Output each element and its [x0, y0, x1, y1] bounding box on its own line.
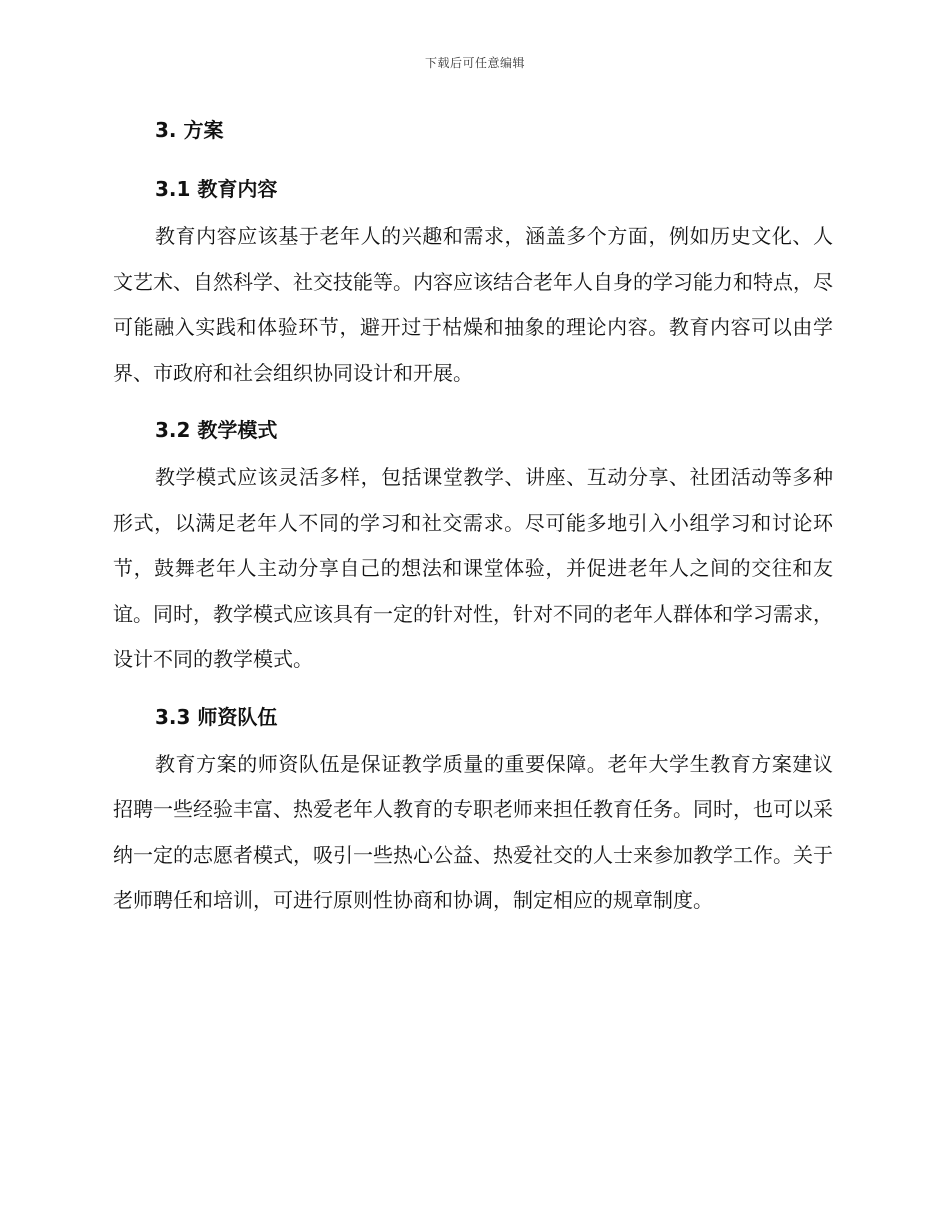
paragraph-teaching-mode: 教学模式应该灵活多样，包括课堂教学、讲座、互动分享、社团活动等多种形式，以满足老年人不同的学习和社交需求。尽可能多地引入小组学习和讨论环节，鼓舞老年人主动分享自己的想法和课堂体验，并促进老年人之间的交往和友谊。同时，教学模式应该具有一定的针对性，针对不同的老年人群体和学习需求，设计不同的教学模式。 — [113, 465, 833, 671]
document-content — [113, 105, 833, 933]
header-note: 下载后可任意编辑 — [424, 56, 525, 70]
subsection-heading-education-content: 3.1 教育内容 — [155, 177, 278, 201]
paragraph-faculty: 教育方案的师资队伍是保证教学质量的重要保障。老年大学生教育方案建议招聘一些经验丰富、热爱老年人教育的专职老师来担任教育任务。同时，也可以采纳一定的志愿者模式，吸引一些热心公益、热爱社交的人士来参加教学工作。关于老师聘任和培训，可进行原则性协商和协调，制定相应的规章制度。 — [113, 751, 833, 912]
subsection-heading-faculty: 3.3 师资队伍 — [155, 704, 278, 729]
paragraph-education-content: 教育内容应该基于老年人的兴趣和需求，涵盖多个方面，例如历史文化、人文艺术、自然科学、社交技能等。内容应该结合老年人自身的学习能力和特点，尽可能融入实践和体验环节，避开过于枯燥和抽象的理论内容。教育内容可以由学界、市政府和社会组织协同设计和开展。 — [113, 224, 833, 385]
subsection-heading-teaching-mode: 3.2 教学模式 — [155, 418, 278, 442]
section-title: 3. 方案 — [155, 118, 224, 142]
